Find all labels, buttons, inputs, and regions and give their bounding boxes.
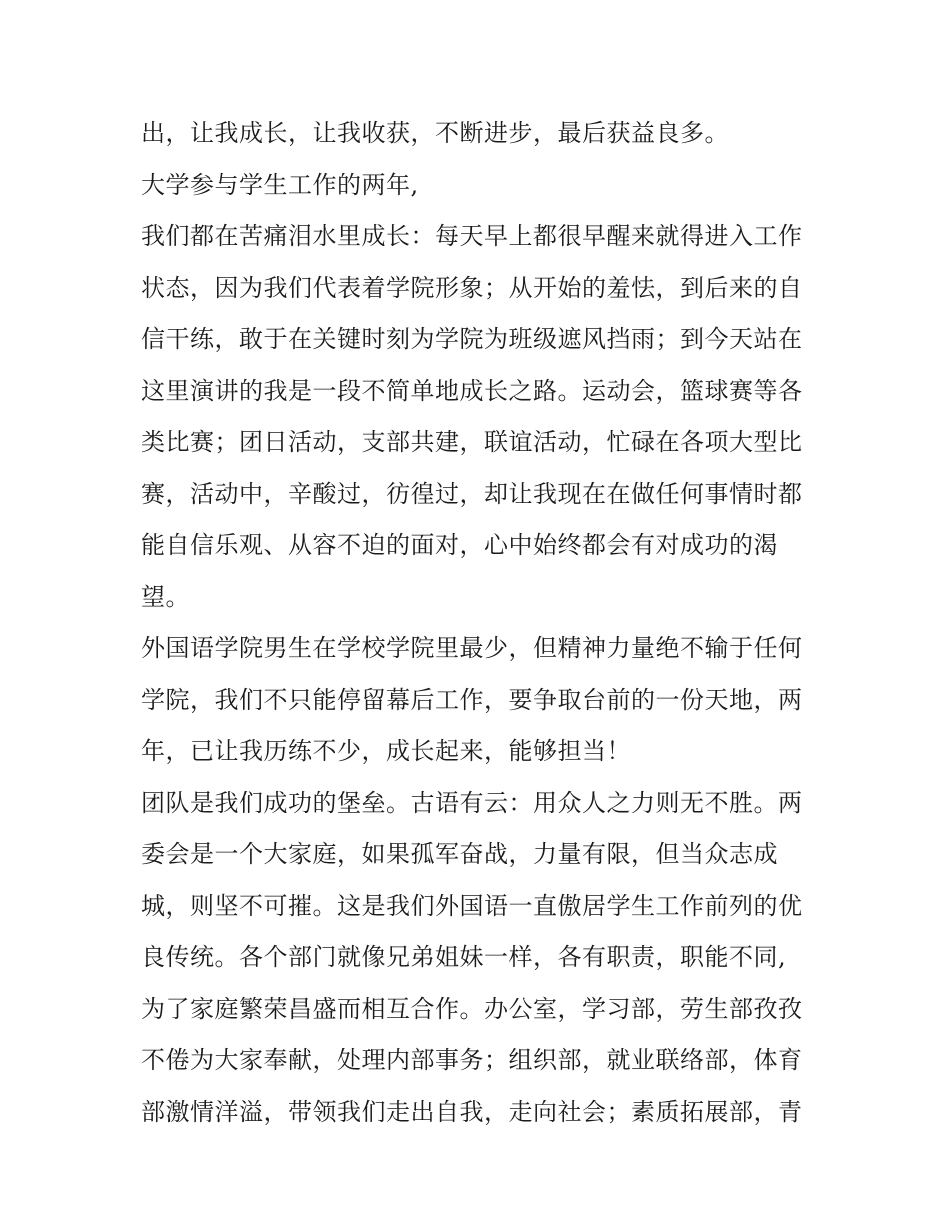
text-line: 我们都在苦痛泪水里成长：每天早上都很早醒来就得进入工作: [141, 222, 803, 250]
text-line: 年，已让我历练不少，成长起来，能够担当！: [141, 737, 631, 765]
text-line: 不倦为大家奉献，处理内部事务；组织部，就业联络部，体育: [141, 1046, 803, 1074]
text-line: 类比赛；团日活动，支部共建，联谊活动，忙碌在各项大型比: [141, 428, 803, 456]
text-line: 状态，因为我们代表着学院形象；从开始的羞怯，到后来的自: [141, 273, 803, 302]
text-line: 出，让我成长，让我收获，不断进步，最后获益良多。: [141, 119, 729, 147]
text-line: 为了家庭繁荣昌盛而相互合作。办公室，学习部，劳生部孜孜: [141, 994, 803, 1023]
text-line: 信干练，敢于在关键时刻为学院为班级遮风挡雨；到今天站在: [141, 325, 803, 353]
text-line: 委会是一个大家庭，如果孤军奋战，力量有限，但当众志成: [141, 840, 778, 868]
text-line: 这里演讲的我是一段不简单地成长之路。运动会，篮球赛等各: [141, 376, 803, 405]
body-text: [141, 108, 831, 1138]
text-line: 城，则坚不可摧。这是我们外国语一直傲居学生工作前列的优: [141, 891, 803, 920]
text-line: 学院，我们不只能停留幕后工作，要争取台前的一份天地，两: [141, 685, 803, 714]
text-line: 外国语学院男生在学校学院里最少，但精神力量绝不输于任何: [141, 634, 803, 662]
text-line: 望。: [141, 582, 190, 611]
text-line: 团队是我们成功的堡垒。古语有云：用众人之力则无不胜。两: [141, 788, 803, 817]
text-line: 能自信乐观、从容不迫的面对，心中始终都会有对成功的渴: [141, 531, 778, 559]
text-line: 大学参与学生工作的两年,: [141, 170, 419, 199]
text-line: 良传统。各个部门就像兄弟姐妹一样，各有职责，职能不同,: [141, 943, 787, 971]
text-line: 部激情洋溢，带领我们走出自我，走向社会；素质拓展部，青: [141, 1097, 803, 1126]
text-line: 赛，活动中，辛酸过，彷徨过，却让我现在在做任何事情时都: [141, 479, 803, 508]
